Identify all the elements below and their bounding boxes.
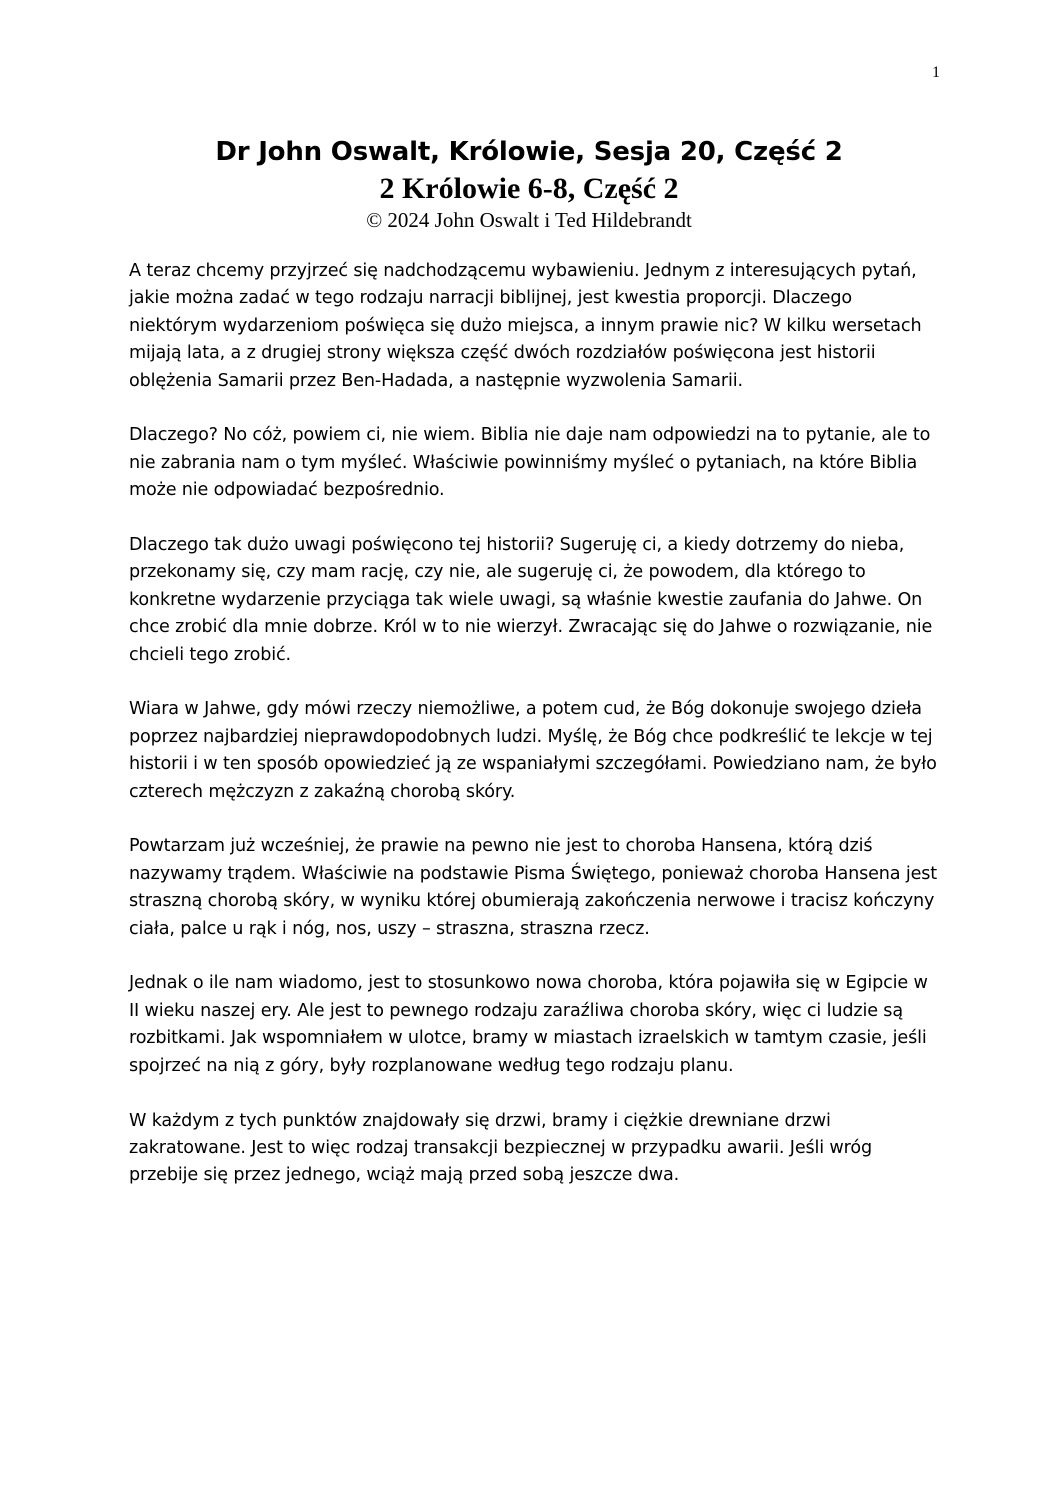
document-subtitle: 2 Królowie 6-8, Część 2 — [379, 172, 679, 205]
document-header — [0, 134, 1058, 233]
paragraph: Jednak o ile nam wiadomo, jest to stosunkowo nowa choroba, która pojawiła się w Egipcie w II wieku naszej ery. Ale jest to pewnego rodzaju zaraźliwa choroba skóry, więc ci ludzie są rozbitkami. Jak wspomniałem w ulotce, bramy w miastach izraelskich w tamtym czasie, jeśli spojrzeć na nią z góry, były rozplanowane według tego rodzaju planu. — [129, 973, 928, 1076]
paragraph: Dlaczego tak dużo uwagi poświęcono tej historii? Sugeruję ci, a kiedy dotrzemy do nieba, przekonamy się, czy mam rację, czy nie, ale sugeruję ci, że powodem, dla którego to konkretne wydarzenie przyciąga tak wiele uwagi, są właśnie kwestie zaufania do Jahwe. On chce zrobić dla mnie dobrze. Król w to nie wierzył. Zwracając się do Jahwe o rozwiązanie, nie chcieli tego zrobić. — [129, 535, 933, 665]
paragraph: Wiara w Jahwe, gdy mówi rzeczy niemożliwe, a potem cud, że Bóg dokonuje swojego dzieła poprzez najbardziej nieprawdopodobnych ludzi. Myślę, że Bóg chce podkreślić te lekcje w tej historii i w ten sposób opowiedzieć ją ze wspaniałymi szczegółami. Powiedziano nam, że było czterech mężczyzn z zakaźną chorobą skóry. — [129, 699, 937, 802]
document-title: Dr John Oswalt, Królowie, Sesja 20, Część 2 — [215, 137, 843, 167]
paragraph: A teraz chcemy przyjrzeć się nadchodzącemu wybawieniu. Jednym z interesujących pytań, jakie można zadać w tego rodzaju narracji biblijnej, jest kwestia proporcji. Dlaczego niektórym wydarzeniom poświęca się dużo miejsca, a innym prawie nic? W kilku wersetach mijają lata, a z drugiej strony większa część dwóch rozdziałów poświęcona jest historii oblężenia Samarii przez Ben-Hadada, a następnie wyzwolenia Samarii. — [129, 261, 922, 391]
paragraph: W każdym z tych punktów znajdowały się drzwi, bramy i ciężkie drewniane drzwi zakratowane. Jest to więc rodzaj transakcji bezpiecznej w przypadku awarii. Jeśli wróg przebije się przez jednego, wciąż mają przed sobą jeszcze dwa. — [129, 1110, 872, 1186]
document-body — [129, 258, 941, 1217]
page-number: 1 — [932, 64, 940, 81]
paragraph: Powtarzam już wcześniej, że prawie na pewno nie jest to choroba Hansena, którą dziś nazywamy trądem. Właściwie na podstawie Pisma Świętego, ponieważ choroba Hansena jest straszną chorobą skóry, w wyniku której obumierają zakończenia nerwowe i tracisz kończyny ciała, palce u rąk i nóg, nos, uszy – straszna, straszna rzecz. — [129, 836, 938, 939]
copyright-line: © 2024 John Oswalt i Ted Hildebrandt — [366, 208, 692, 232]
paragraph: Dlaczego? No cóż, powiem ci, nie wiem. Biblia nie daje nam odpowiedzi na to pytanie, ale to nie zabrania nam o tym myśleć. Właściwie powinniśmy myśleć o pytaniach, na które Biblia może nie odpowiadać bezpośrednio. — [129, 425, 931, 501]
